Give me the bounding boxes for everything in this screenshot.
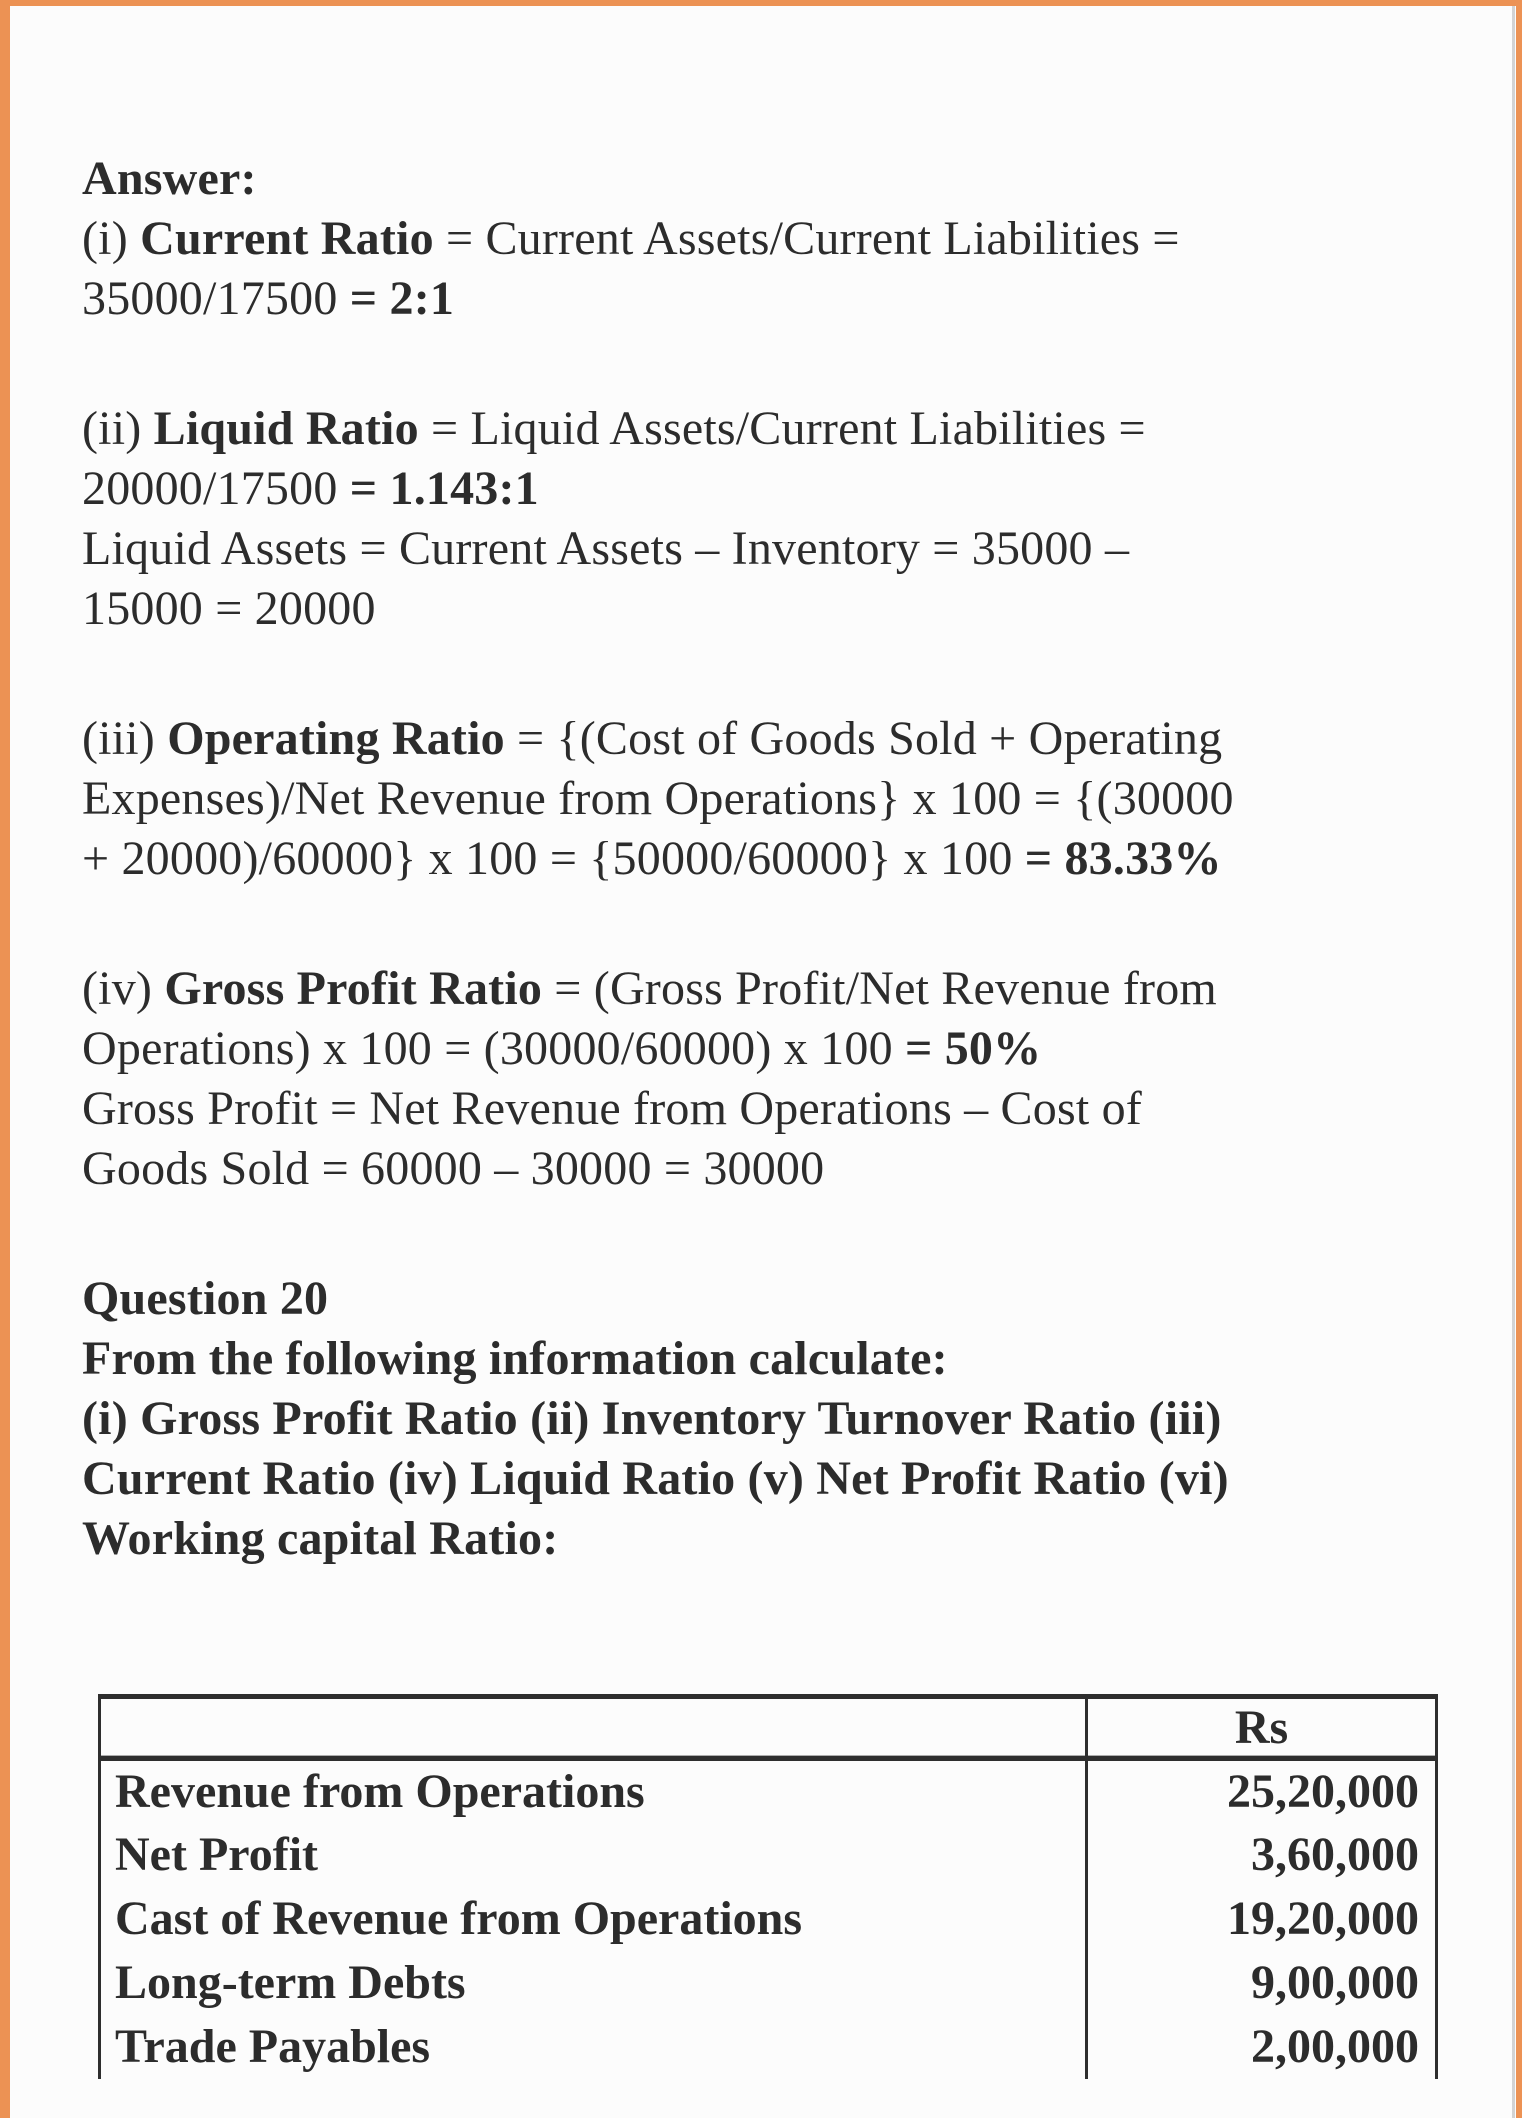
- bold-text: Current Ratio: [140, 212, 434, 265]
- text-block: [82, 1269, 1482, 1569]
- text-line: [82, 1079, 1482, 1139]
- item-label: Trade Payables: [100, 2015, 1087, 2079]
- bold-text: Liquid Ratio: [153, 402, 419, 455]
- regular-text: Gross Profit = Net Revenue from Operations – Cost of: [82, 1082, 1142, 1135]
- bold-text: Gross Profit Ratio: [164, 962, 543, 1015]
- bold-text: = 83.33%: [1024, 832, 1222, 885]
- item-value: 19,20,000: [1227, 1892, 1419, 1945]
- text-line: [82, 269, 1482, 329]
- regular-text: Liquid Assets = Current Assets – Inventory = 35000 –: [82, 522, 1130, 575]
- text-line: [82, 579, 1482, 639]
- regular-text: Operations) x 100 = (30000/60000) x 100: [82, 1022, 905, 1075]
- item-label: Revenue from Operations: [100, 1759, 1087, 1823]
- bold-text: (i) Gross Profit Ratio (ii) Inventory Turnover Ratio (iii): [82, 1392, 1222, 1445]
- item-value: 2,00,000: [1251, 2020, 1419, 2073]
- table-row: [100, 2015, 1437, 2079]
- header-empty-cell: [100, 1697, 1087, 1759]
- page-edge-shadow: [1512, 6, 1515, 2118]
- text-block: [82, 709, 1482, 889]
- text-block: [82, 959, 1482, 1199]
- item-value: 3,60,000: [1251, 1828, 1419, 1881]
- regular-text: + 20000)/60000} x 100 = {50000/60000} x 100: [82, 832, 1025, 885]
- header-rs-cell: Rs: [1087, 1697, 1437, 1759]
- text-line: [82, 829, 1482, 889]
- bold-text: Operating Ratio: [167, 712, 505, 765]
- item-label: Cast of Revenue from Operations: [100, 1887, 1087, 1951]
- text-line: [82, 149, 1482, 209]
- text-line: [82, 1449, 1482, 1509]
- table-header-row: [100, 1697, 1437, 1759]
- text-line: [82, 209, 1482, 269]
- item-label: Long-term Debts: [100, 1951, 1087, 2015]
- regular-text: (iv): [82, 962, 165, 1015]
- document-content: [82, 149, 1482, 2079]
- regular-text: = {(Cost of Goods Sold + Operating: [504, 712, 1223, 765]
- bold-text: From the following information calculate:: [82, 1332, 948, 1385]
- bold-text: Current Ratio (iv) Liquid Ratio (v) Net Profit Ratio (vi): [82, 1452, 1229, 1505]
- regular-text: = Liquid Assets/Current Liabilities =: [418, 402, 1146, 455]
- text-line: [82, 959, 1482, 1019]
- bold-text: Answer:: [82, 152, 257, 205]
- regular-text: = Current Assets/Current Liabilities =: [433, 212, 1180, 265]
- regular-text: Goods Sold = 60000 – 30000 = 30000: [82, 1142, 825, 1195]
- regular-text: 15000 = 20000: [82, 582, 376, 635]
- bold-text: = 1.143:1: [349, 462, 539, 515]
- table-row: [100, 1759, 1437, 1823]
- text-line: [82, 1139, 1482, 1199]
- bold-text: = 2:1: [349, 272, 455, 325]
- regular-text: (iii): [82, 712, 168, 765]
- text-line: [82, 459, 1482, 519]
- text-line: [82, 709, 1482, 769]
- text-line: [82, 1389, 1482, 1449]
- item-value: 9,00,000: [1251, 1956, 1419, 2009]
- regular-text: (i): [82, 212, 141, 265]
- text-line: [82, 769, 1482, 829]
- table-row: [100, 1887, 1437, 1951]
- regular-text: (ii): [82, 402, 154, 455]
- bold-text: = 50%: [904, 1022, 1042, 1075]
- item-label: Net Profit: [100, 1823, 1087, 1887]
- text-line: [82, 1269, 1482, 1329]
- table-row: [100, 1823, 1437, 1887]
- financial-table-body: [100, 1759, 1437, 2079]
- text-block: [82, 149, 1482, 329]
- bold-text: Working capital Ratio:: [82, 1512, 559, 1565]
- text-line: [82, 1019, 1482, 1079]
- text-line: [82, 1509, 1482, 1569]
- text-line: [82, 1329, 1482, 1389]
- regular-text: = (Gross Profit/Net Revenue from: [542, 962, 1217, 1015]
- regular-text: 35000/17500: [82, 272, 350, 325]
- item-value: 25,20,000: [1227, 1765, 1419, 1819]
- text-block: [82, 399, 1482, 639]
- text-line: [82, 519, 1482, 579]
- financial-table: [98, 1694, 1438, 2079]
- regular-text: 20000/17500: [82, 462, 350, 515]
- regular-text: Expenses)/Net Revenue from Operations} x 100 = {(30000: [82, 772, 1234, 825]
- text-line: [82, 399, 1482, 459]
- answer-blocks: [82, 149, 1482, 1569]
- table-row: [100, 1951, 1437, 2015]
- bold-text: Question 20: [82, 1272, 329, 1325]
